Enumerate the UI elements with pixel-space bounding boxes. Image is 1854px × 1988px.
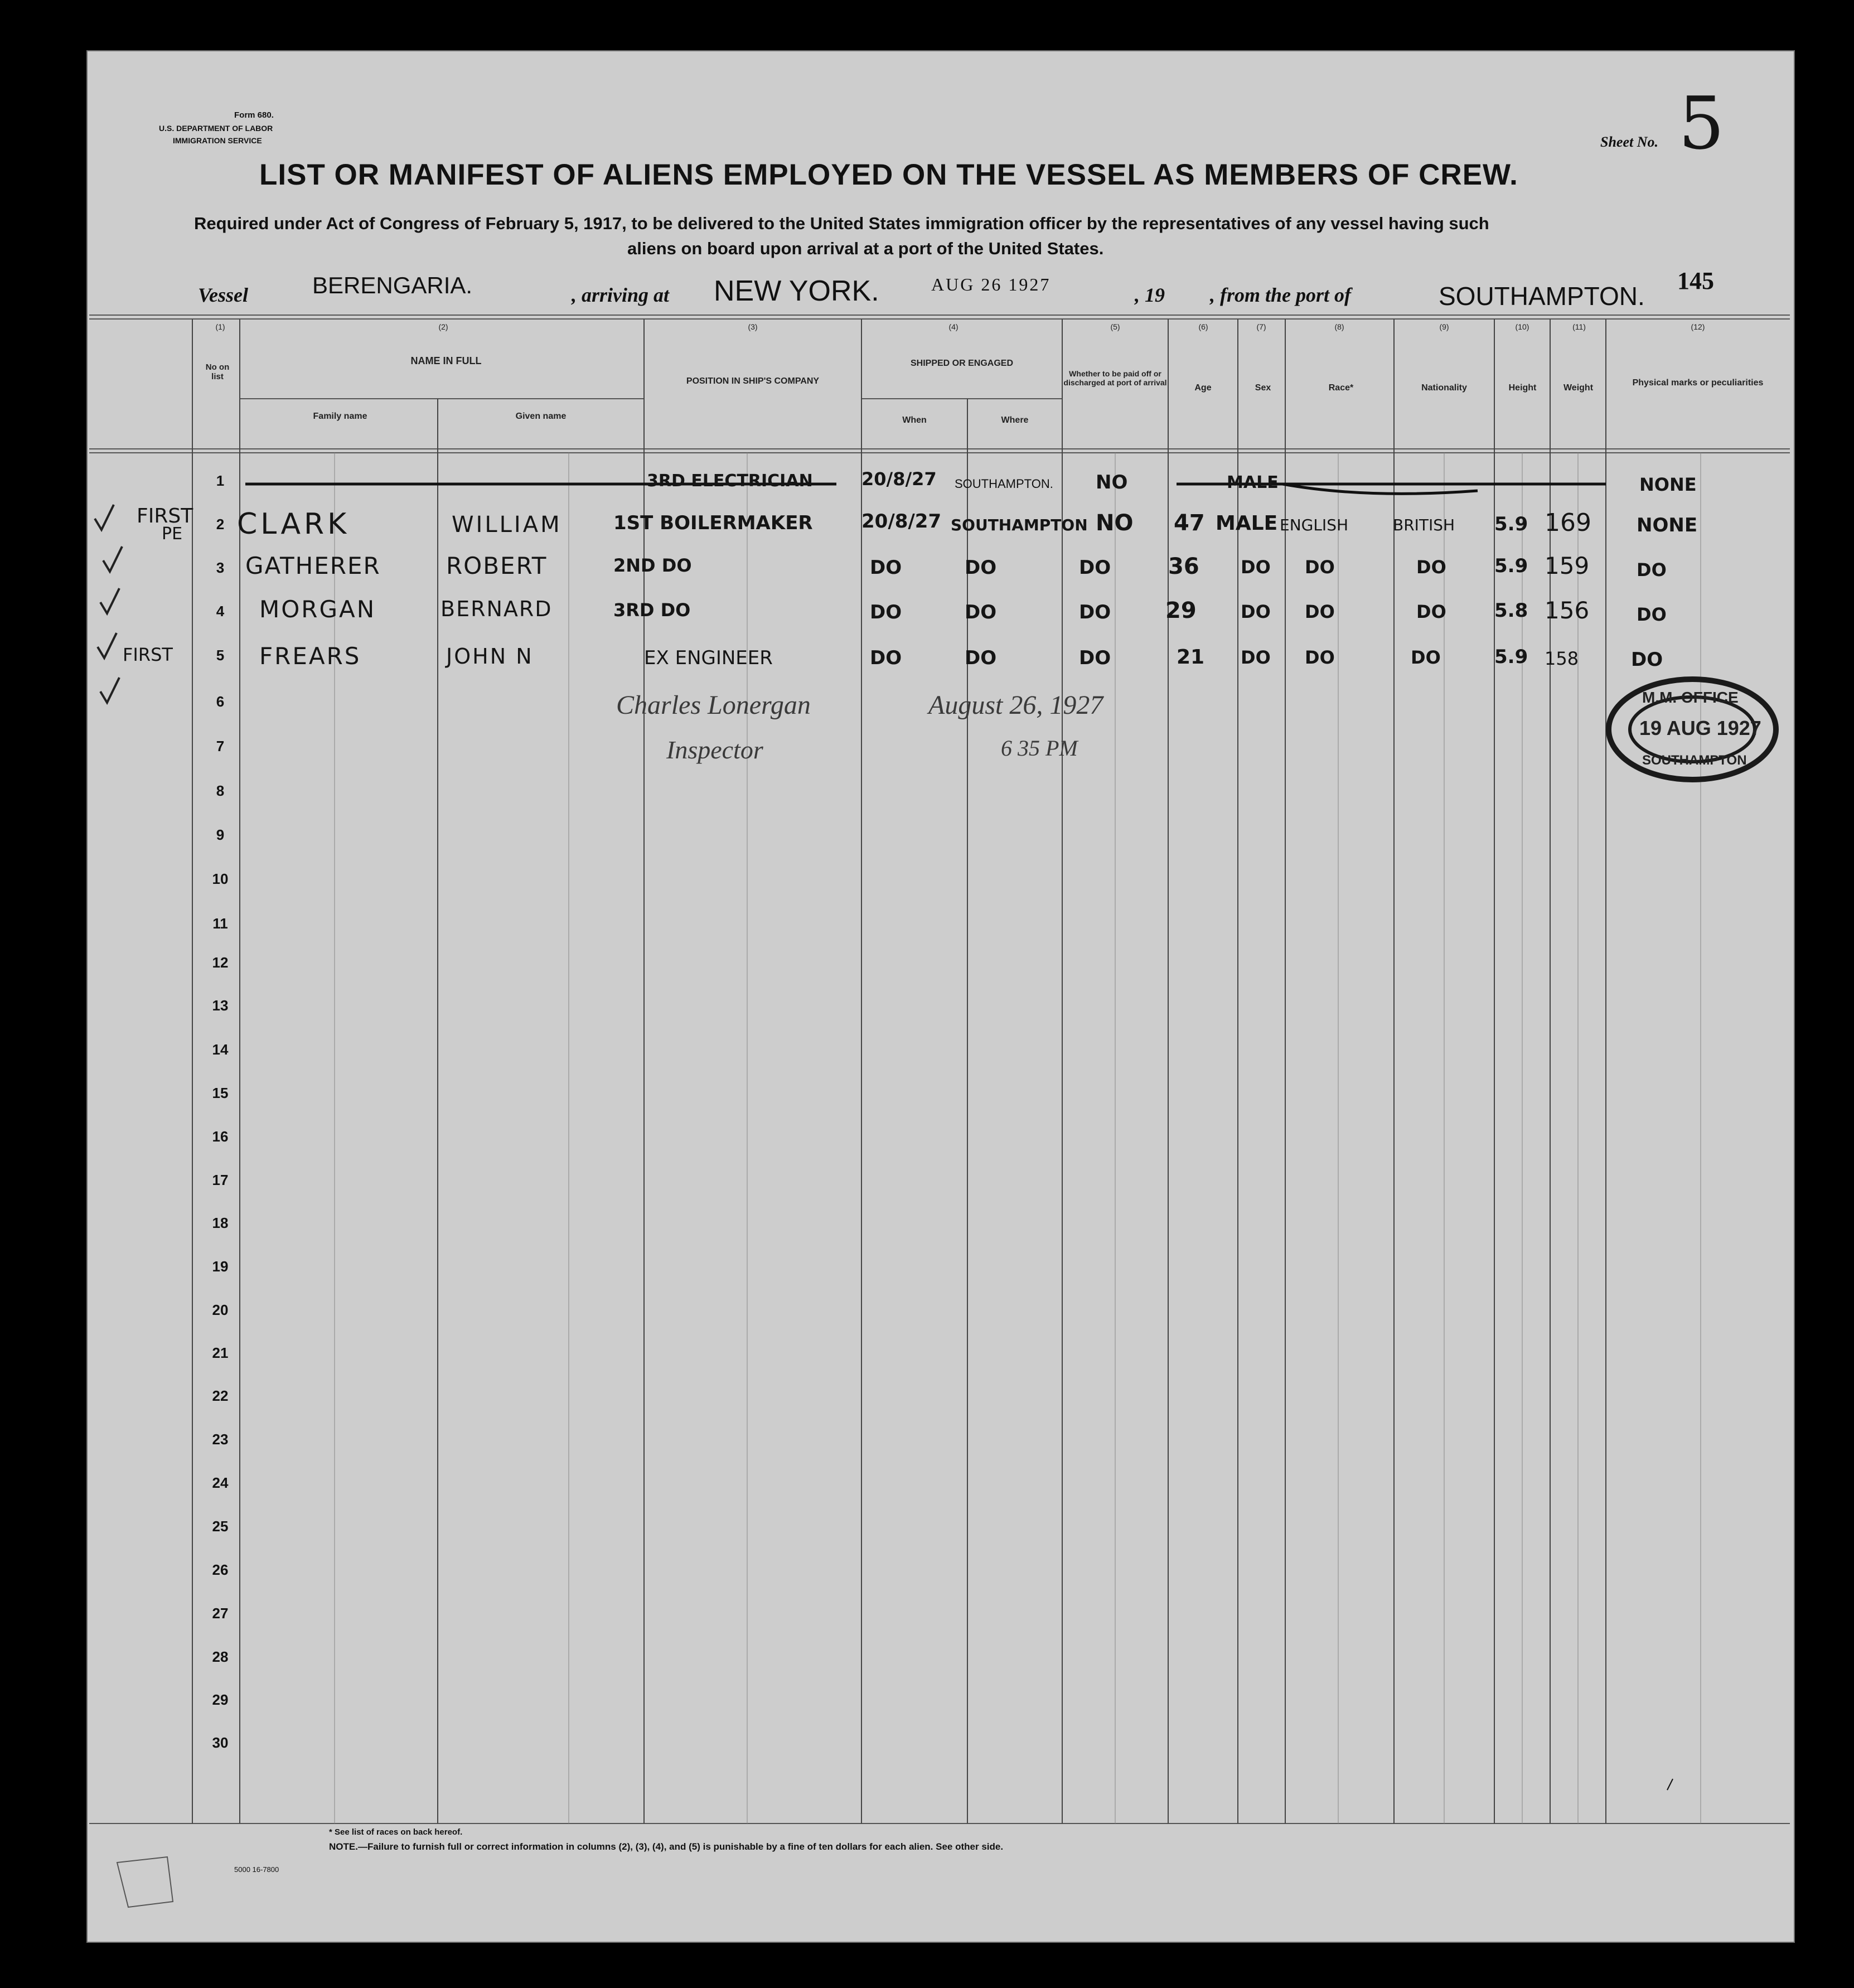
row4-when: DO xyxy=(870,601,902,623)
row-number: 13 xyxy=(212,997,229,1014)
row-number: 24 xyxy=(212,1474,229,1491)
row3-paid-off: DO xyxy=(1079,557,1111,579)
row-number: 20 xyxy=(212,1302,229,1318)
row-number: 28 xyxy=(212,1648,229,1665)
row-number: 25 xyxy=(212,1518,229,1535)
row-number: 14 xyxy=(212,1041,229,1058)
row1-position: 3RD ELECTRICIAN xyxy=(647,471,813,491)
row3-given-name: ROBERT xyxy=(446,552,548,579)
row-number: 21 xyxy=(212,1344,229,1361)
year-label: , 19 xyxy=(1135,284,1165,306)
row4-family-name: MORGAN xyxy=(259,596,376,623)
row-number: 11 xyxy=(212,915,228,932)
col10-header: Height xyxy=(1508,383,1537,393)
row4-position: 3RD DO xyxy=(613,599,691,621)
row3-sex: DO xyxy=(1241,557,1271,578)
row5-weight: 158 xyxy=(1545,648,1579,669)
inspector-signature-name: Charles Lonergan xyxy=(616,690,811,720)
row5-nationality: DO xyxy=(1411,647,1441,668)
inspector-title: Inspector xyxy=(666,736,763,764)
row5-sex: DO xyxy=(1241,647,1271,668)
row-number: 29 xyxy=(212,1691,229,1708)
row4-given-name: BERNARD xyxy=(440,597,553,621)
col2b-header: Given name xyxy=(515,412,567,421)
col3-header: POSITION IN SHIP'S COMPANY xyxy=(686,376,820,386)
office-stamp-bottom: SOUTHAMPTON xyxy=(1642,753,1747,768)
col4-number: (4) xyxy=(948,322,959,331)
row4-weight: 156 xyxy=(1545,597,1590,624)
row2-given-name: WILLIAM xyxy=(452,512,562,538)
row-number: 18 xyxy=(212,1215,229,1231)
row1-sex: MALE xyxy=(1227,473,1279,492)
row5-age: 21 xyxy=(1177,646,1205,669)
department-label: U.S. DEPARTMENT OF LABOR xyxy=(159,124,273,133)
row-number: 23 xyxy=(212,1431,229,1448)
sheet-number: 5 xyxy=(1678,81,1725,166)
row5-paid-off: DO xyxy=(1079,647,1111,669)
row-number: 4 xyxy=(216,603,225,620)
row5-marks: DO xyxy=(1631,649,1663,671)
row-number: 12 xyxy=(212,954,229,971)
col3-number: (3) xyxy=(748,322,758,331)
col4b-header: Where xyxy=(1001,415,1029,425)
row4-marks: DO xyxy=(1637,604,1667,625)
sheet-label: Sheet No. xyxy=(1600,134,1658,150)
date-stamp: AUG 26 1927 xyxy=(931,274,1051,294)
inspector-time: 6 35 PM xyxy=(1001,736,1078,761)
col4a-header: When xyxy=(902,415,927,425)
page-number: 145 xyxy=(1677,267,1714,294)
row5-race: DO xyxy=(1305,647,1335,668)
row4-height: 5.8 xyxy=(1494,599,1528,622)
row-number: 22 xyxy=(212,1387,229,1404)
col1-header: No on list xyxy=(205,362,230,381)
margin-mark-first: FIRST xyxy=(123,644,173,665)
row3-race: DO xyxy=(1305,557,1335,578)
row-number: 6 xyxy=(216,693,225,710)
row4-nationality: DO xyxy=(1416,601,1446,622)
col10-number: (10) xyxy=(1515,322,1529,331)
row-number: 26 xyxy=(212,1561,229,1578)
row5-position: EX ENGINEER xyxy=(644,647,773,669)
row2-race: ENGLISH xyxy=(1280,516,1349,534)
row3-marks: DO xyxy=(1637,559,1667,581)
row5-family-name: FREARS xyxy=(259,642,361,670)
print-code: 5000 16-7800 xyxy=(234,1865,279,1874)
row5-where: DO xyxy=(965,647,997,669)
row2-marks: NONE xyxy=(1637,514,1698,536)
row-number: 5 xyxy=(216,647,225,664)
margin-mark-first: FIRST xyxy=(137,505,193,528)
margin-mark-pe: PE xyxy=(162,524,183,544)
row-number: 27 xyxy=(212,1605,229,1622)
col1-number: (1) xyxy=(215,322,225,331)
row-number: 7 xyxy=(216,738,225,754)
row1-paid-off: NO xyxy=(1096,471,1128,494)
row5-given-name: JOHN N xyxy=(446,644,534,669)
row3-age: 36 xyxy=(1168,554,1199,579)
col11-number: (11) xyxy=(1572,322,1586,331)
col2-header: NAME IN FULL xyxy=(410,355,482,366)
col8-number: (8) xyxy=(1334,322,1344,331)
col4-header: SHIPPED OR ENGAGED xyxy=(910,359,1014,368)
row2-when: 20/8/27 xyxy=(861,510,942,533)
row-number: 8 xyxy=(216,782,225,799)
row-number: 3 xyxy=(216,559,225,576)
col5-header: Whether to be paid off or discharged at port of arrival xyxy=(1063,369,1167,387)
col5-number: (5) xyxy=(1110,322,1120,331)
row3-position: 2ND DO xyxy=(613,555,692,576)
row1-where: SOUTHAMPTON. xyxy=(955,477,1053,491)
row5-when: DO xyxy=(870,647,902,669)
vessel-name: BERENGARIA. xyxy=(312,272,473,298)
row-number: 1 xyxy=(216,472,225,489)
row-number: 30 xyxy=(212,1734,229,1751)
arriving-label: , arriving at xyxy=(572,284,670,306)
col9-header: Nationality xyxy=(1421,383,1467,393)
col7-header: Sex xyxy=(1255,383,1271,393)
row4-where: DO xyxy=(965,601,997,623)
row3-nationality: DO xyxy=(1416,557,1446,578)
subtitle-line-1: Required under Act of Congress of February 5, 1917, to be delivered to the United States immigration officer by the representatives of any vessel having such xyxy=(194,214,1489,233)
col11-header: Weight xyxy=(1563,383,1594,393)
footer-note-penalty: NOTE.—Failure to furnish full or correct information in columns (2), (3), (4), and (5) is punishable by a fine of ten dollars for each alien. See other side. xyxy=(329,1841,1004,1852)
col7-number: (7) xyxy=(1256,322,1266,331)
from-label: , from the port of xyxy=(1210,284,1352,306)
row2-weight: 169 xyxy=(1545,509,1591,537)
row-number: 2 xyxy=(216,516,225,533)
row4-race: DO xyxy=(1305,601,1335,622)
row3-weight: 159 xyxy=(1545,552,1590,579)
footer-note-races: * See list of races on back hereof. xyxy=(329,1827,463,1837)
row2-paid-off: NO xyxy=(1096,510,1134,536)
row4-paid-off: DO xyxy=(1079,601,1111,623)
vessel-label: Vessel xyxy=(198,284,248,306)
row1-when: 20/8/27 xyxy=(861,468,937,490)
row5-height: 5.9 xyxy=(1494,646,1528,668)
row2-where: SOUTHAMPTON xyxy=(951,516,1088,534)
row-number: 9 xyxy=(216,826,225,843)
service-label: IMMIGRATION SERVICE xyxy=(173,136,262,145)
row-number: 17 xyxy=(212,1172,229,1188)
col2a-header: Family name xyxy=(313,412,367,421)
office-stamp-date: 19 AUG 1927 xyxy=(1639,717,1761,739)
row-number: 19 xyxy=(212,1258,229,1275)
row4-sex: DO xyxy=(1241,601,1271,622)
page-title: LIST OR MANIFEST OF ALIENS EMPLOYED ON THE VESSEL AS MEMBERS OF CREW. xyxy=(259,158,1518,191)
col6-number: (6) xyxy=(1198,322,1208,331)
col12-number: (12) xyxy=(1691,322,1705,331)
col6-header: Age xyxy=(1194,383,1212,393)
row-number: 15 xyxy=(212,1085,229,1101)
col12-header: Physical marks or peculiarities xyxy=(1632,378,1764,388)
inspector-signature-date: August 26, 1927 xyxy=(928,690,1103,720)
row-number: 10 xyxy=(212,870,229,887)
row2-height: 5.9 xyxy=(1494,513,1528,535)
row3-when: DO xyxy=(870,557,902,579)
row2-nationality: BRITISH xyxy=(1393,516,1455,534)
row2-age: 47 xyxy=(1174,510,1205,536)
col2-number: (2) xyxy=(438,322,448,331)
from-port: SOUTHAMPTON. xyxy=(1439,282,1645,311)
col8-header: Race* xyxy=(1328,383,1354,393)
form-number: Form 680. xyxy=(234,110,274,120)
row3-height: 5.9 xyxy=(1494,555,1528,577)
row2-sex: MALE xyxy=(1216,512,1278,535)
row2-family-name: CLARK xyxy=(237,507,350,541)
row-number: 16 xyxy=(212,1128,229,1145)
office-stamp-top: M.M. OFFICE xyxy=(1642,689,1739,706)
row3-family-name: GATHERER xyxy=(245,552,381,579)
row2-position: 1ST BOILERMAKER xyxy=(613,512,813,534)
arriving-port: NEW YORK. xyxy=(714,275,879,307)
col9-number: (9) xyxy=(1439,322,1449,331)
row3-where: DO xyxy=(965,557,997,579)
subtitle-line-2: aliens on board upon arrival at a port of the United States. xyxy=(627,239,1104,258)
row1-marks: NONE xyxy=(1639,474,1697,495)
row4-age: 29 xyxy=(1165,598,1197,623)
